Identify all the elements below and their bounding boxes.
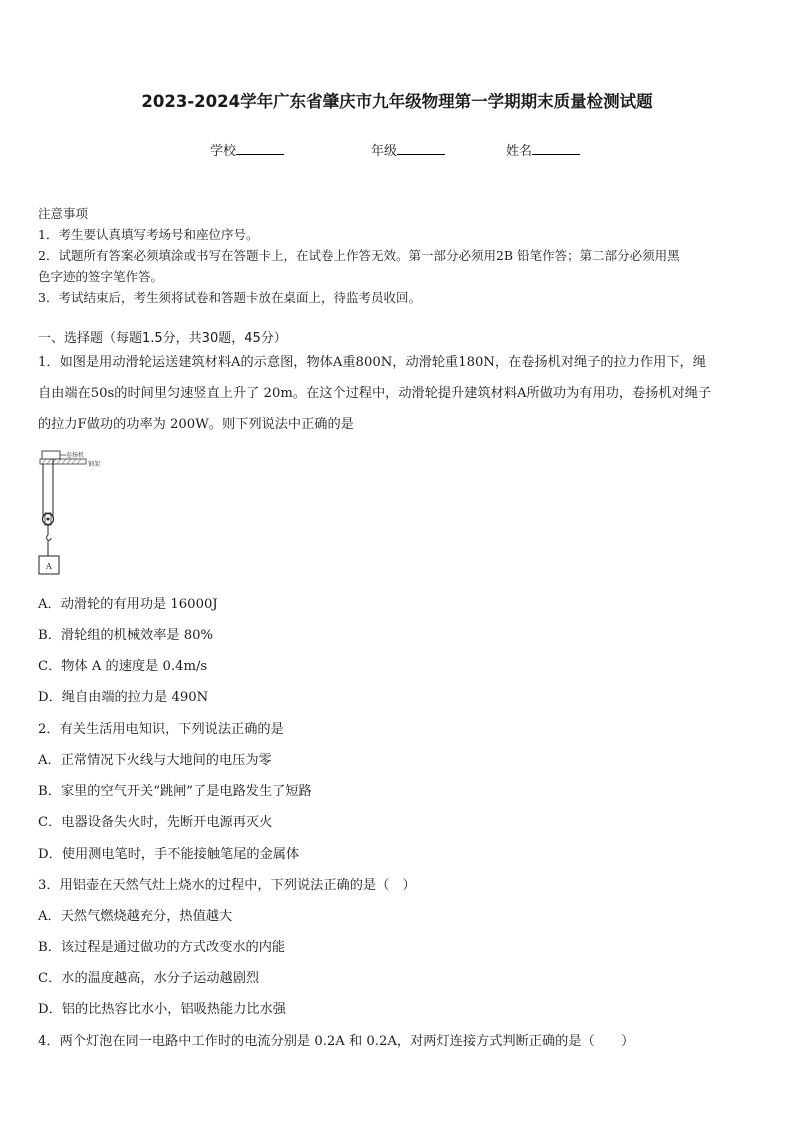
option-q3-b: B．该过程是通过做功的方式改变水的内能 — [38, 940, 286, 955]
option-q3-d: D．铝的比热容比水小，铝吸热能力比水强 — [38, 1002, 286, 1017]
frame-label: 钢架 — [88, 461, 101, 468]
question-1-line: 1．如图是用动滑轮运送建筑材料A的示意图，物体A重800N，动滑轮重180N，在卷扬机对绳子的拉力作用下，绳 — [38, 355, 706, 370]
grade-label: 年级 — [371, 144, 398, 159]
question-2-stem: 2．有关生活用电知识，下列说法正确的是 — [38, 722, 284, 737]
option-q3-c: C．水的温度越高，水分子运动越剧烈 — [38, 971, 260, 986]
question-1-line: 自由端在50s的时间里匀速竖直上升了 20m。在这个过程中，动滑轮提升建筑材料A所做功为有用功，卷扬机对绳子 — [38, 386, 712, 401]
question-4-stem: 4．两个灯泡在同一电路中工作时的电流分别是 0.2A 和 0.2A，对两灯连接方式判断正确的是（ ） — [38, 1034, 635, 1049]
school-field — [210, 140, 284, 159]
page-title: 2023-2024学年广东省肇庆市九年级物理第一学期期末质量检测试题 — [141, 92, 653, 111]
pulley-diagram — [36, 447, 116, 579]
school-label: 学校 — [210, 144, 237, 159]
option-q1-a: A．动滑轮的有用功是 16000J — [38, 597, 218, 612]
notice-item: 1．考生要认真填写考场号和座位序号。 — [38, 227, 259, 242]
option-q1-c: C．物体 A 的速度是 0.4m/s — [38, 659, 208, 674]
option-q1-b: B．滑轮组的机械效率是 80% — [38, 628, 214, 643]
grade-field — [371, 140, 445, 159]
option-q2-d: D．使用测电笔时，手不能接触笔尾的金属体 — [38, 847, 300, 862]
student-info-row — [0, 140, 794, 160]
winch-label: 卷扬机 — [66, 452, 85, 459]
grade-blank — [397, 141, 445, 155]
notice-item: 3．考试结束后，考生须将试卷和答题卡放在桌面上，待监考员收回。 — [38, 290, 421, 305]
option-q2-b: B．家里的空气开关“跳闸”了是电路发生了短路 — [38, 784, 312, 799]
name-field — [506, 140, 580, 159]
option-q1-d: D．绳自由端的拉力是 490N — [38, 690, 209, 705]
name-blank — [532, 141, 580, 155]
question-1-stem — [38, 347, 760, 440]
notice-block — [38, 203, 760, 308]
name-label: 姓名 — [506, 144, 533, 159]
option-q2-c: C．电器设备失火时，先断开电源再灭火 — [38, 815, 273, 830]
question-1-line: 的拉力F做功的功率为 200W。则下列说法中正确的是 — [38, 417, 354, 432]
notice-item: 色字迹的签字笔作答。 — [38, 269, 164, 284]
notice-item: 2．试题所有答案必须填涂或书写在答题卡上，在试卷上作答无效。第一部分必须用2B 铅笔作答；第二部分必须用黑 — [38, 248, 680, 263]
option-q2-a: A．正常情况下火线与大地间的电压为零 — [38, 753, 272, 768]
school-blank — [236, 141, 284, 155]
notice-heading: 注意事项 — [38, 206, 89, 221]
section-heading: 一、选择题（每题1.5分，共30题，45分） — [38, 331, 287, 346]
question-3-stem: 3．用铝壶在天然气灶上烧水的过程中，下列说法正确的是（ ） — [38, 878, 416, 893]
option-q3-a: A．天然气燃烧越充分，热值越大 — [38, 909, 233, 924]
block-a-label: A — [46, 562, 52, 571]
